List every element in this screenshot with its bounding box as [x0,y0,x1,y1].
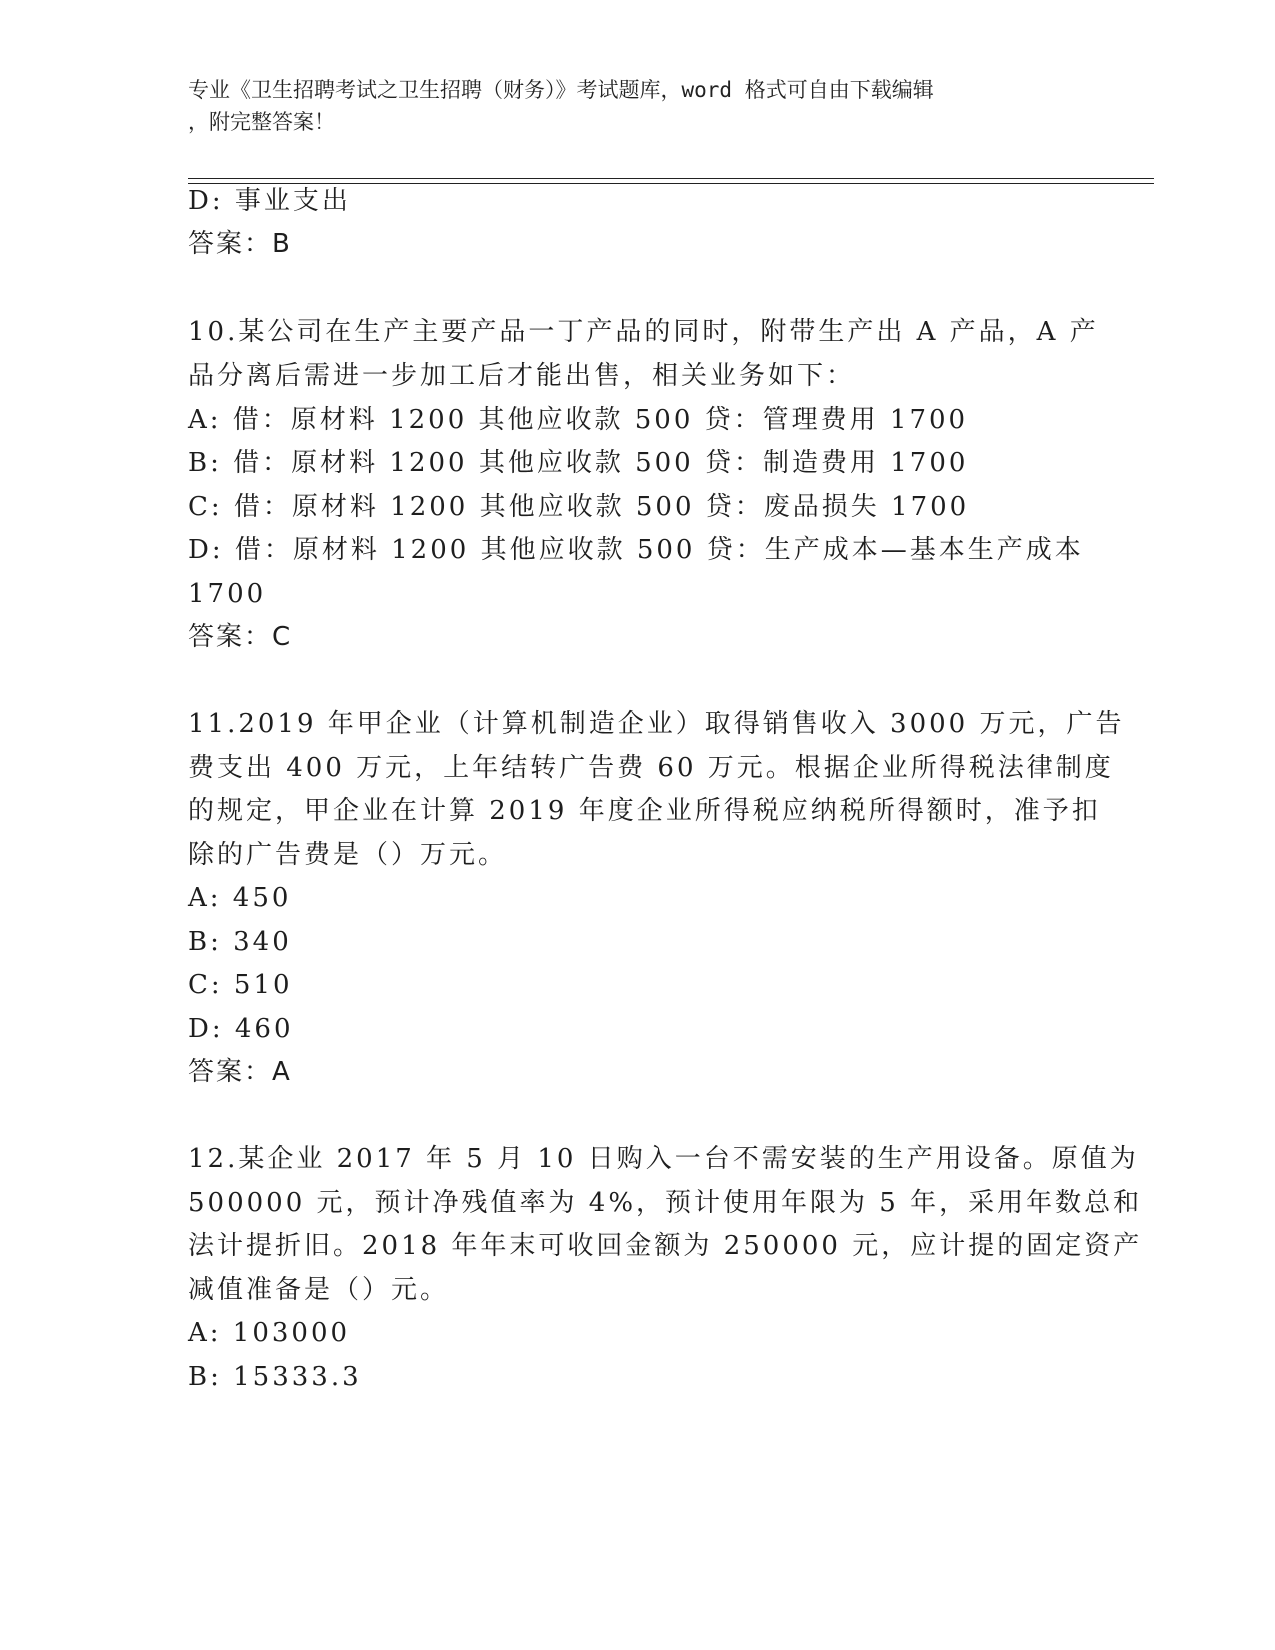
q10-option-a: A: 借：原材料 1200 其他应收款 500 贷：管理费用 1700 [188,405,969,435]
header-line-1: 专业《卫生招聘考试之卫生招聘（财务）》考试题库，word 格式可自由下载编辑 [188,78,934,102]
q10-stem-line-2: 品分离后需进一步加工后才能出售，相关业务如下： [188,361,856,391]
q12-option-a: A: 103000 [188,1318,351,1348]
q11-stem-line-4: 除的广告费是（）万元。 [188,840,508,870]
q10-option-d-line-1: D: 借：原材料 1200 其他应收款 500 贷：生产成本—基本生产成本 [188,535,1084,565]
q11-option-b: B: 340 [188,927,292,957]
q11-option-c: C: 510 [188,970,293,1000]
q11-stem-line-2: 费支出 400 万元，上年结转广告费 60 万元。根据企业所得税法律制度 [188,753,1114,783]
q10-answer: 答案：C [188,622,293,652]
q10-option-c: C: 借：原材料 1200 其他应收款 500 贷：废品损失 1700 [188,492,970,522]
q11-stem-line-1: 11.2019 年甲企业（计算机制造企业）取得销售收入 3000 万元，广告 [188,709,1125,739]
q10-option-b: B: 借：原材料 1200 其他应收款 500 贷：制造费用 1700 [188,448,969,478]
q10-option-d-line-2: 1700 [188,579,267,609]
q11-option-d: D: 460 [188,1014,294,1044]
q12-stem-line-4: 减值准备是（）元。 [188,1275,450,1305]
q11-option-a: A: 450 [188,883,292,913]
document-header [188,74,1088,138]
q11-stem-line-3: 的规定，甲企业在计算 2019 年度企业所得税应纳税所得额时，准予扣 [188,796,1101,826]
header-line-2: ，附完整答案！ [188,110,335,134]
q10-stem-line-1: 10.某公司在生产主要产品一丁产品的同时，附带生产出 A 产品，A 产 [188,317,1099,347]
q12-option-b: B: 15333.3 [188,1362,362,1392]
header-divider-top [188,178,1154,179]
q12-stem-line-2: 500000 元，预计净残值率为 4%，预计使用年限为 5 年，采用年数总和 [188,1188,1143,1218]
q11-answer: 答案：A [188,1057,292,1087]
prev-question-answer: 答案：B [188,229,292,259]
q12-stem-line-1: 12.某企业 2017 年 5 月 10 日购入一台不需安装的生产用设备。原值为 [188,1144,1139,1174]
q12-stem-line-3: 法计提折旧。2018 年年末可收回金额为 250000 元，应计提的固定资产 [188,1231,1143,1261]
prev-question-option-d: D: 事业支出 [188,186,351,216]
